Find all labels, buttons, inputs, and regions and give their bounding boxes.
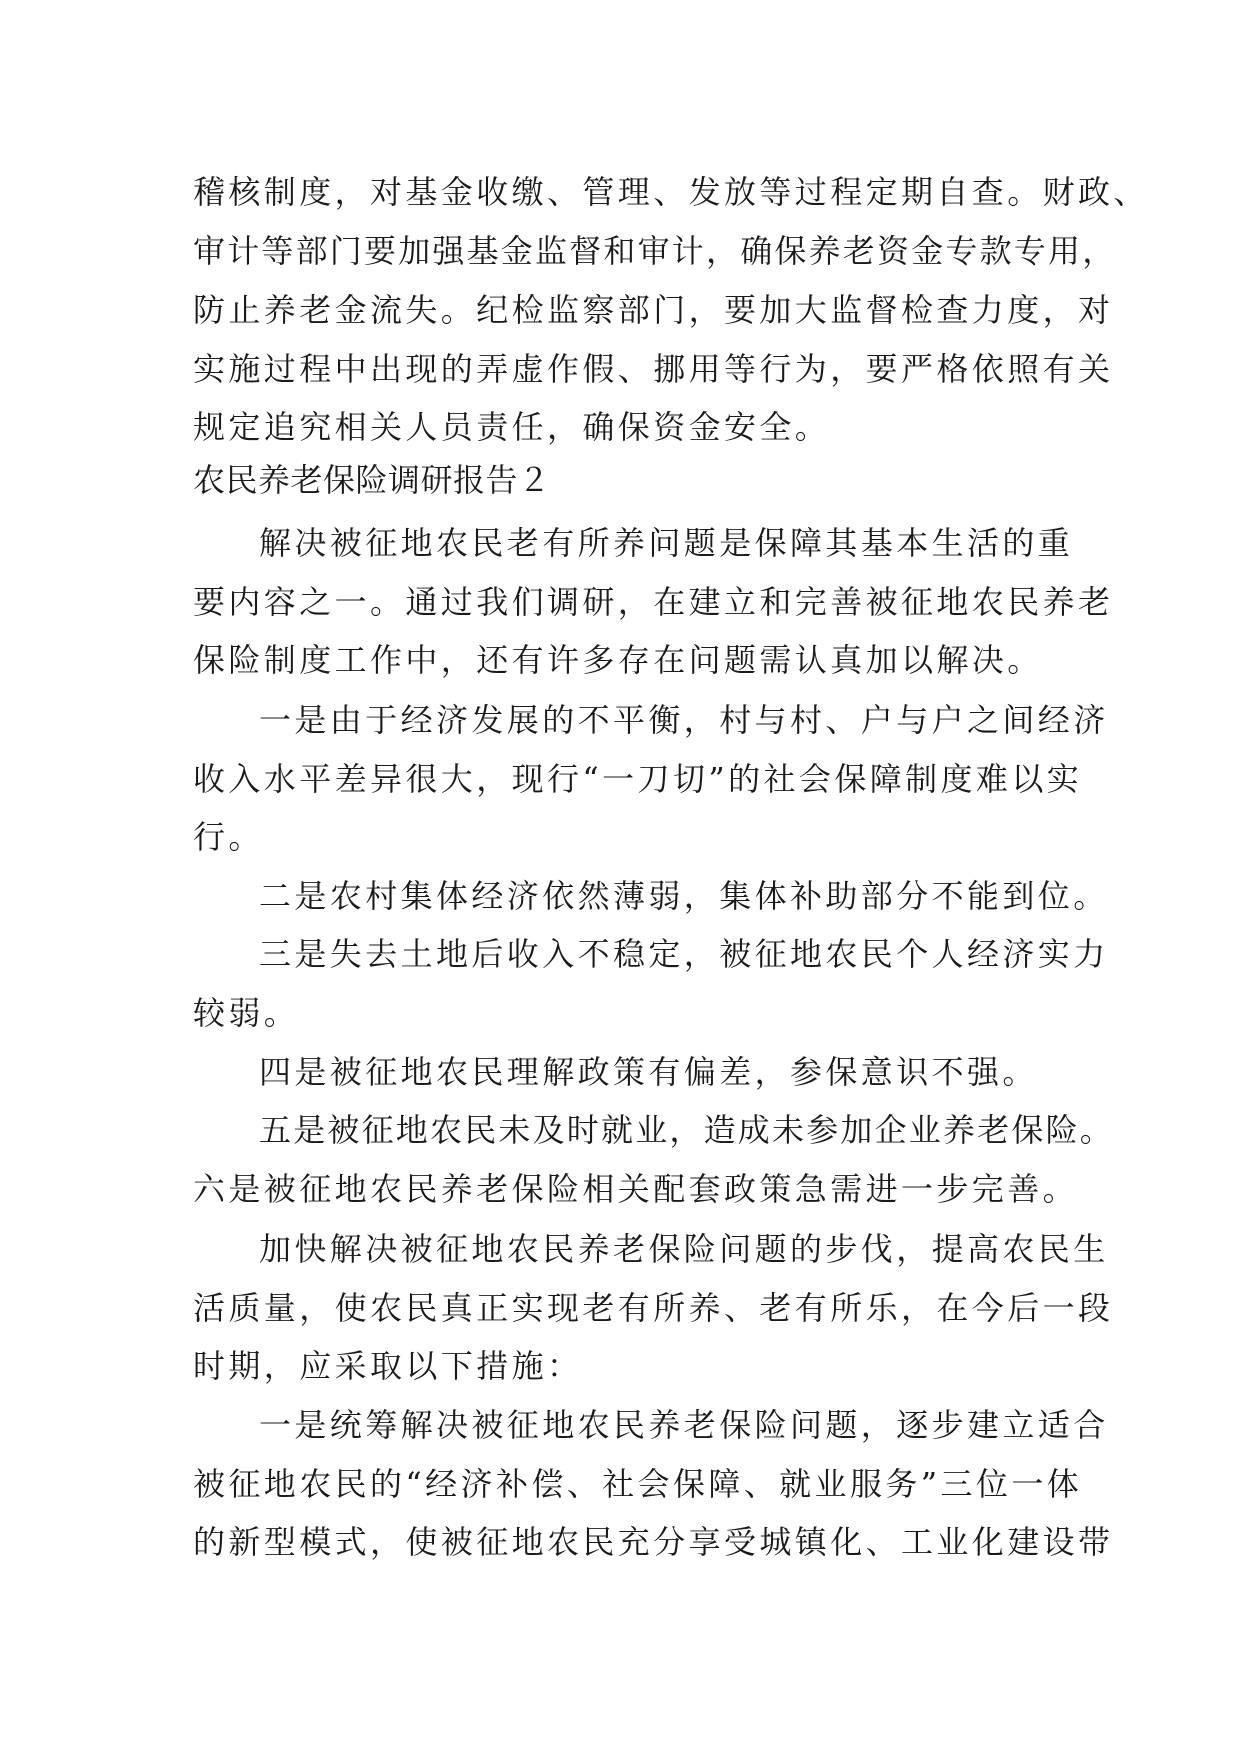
paragraph-8-line-3: 时期，应采取以下措施： bbox=[193, 1347, 583, 1385]
paragraph-1-line-3: 保险制度工作中，还有许多存在问题需认真加以解决。 bbox=[193, 641, 1043, 679]
paragraph-7-line-1: 六是被征地农民养老保险相关配套政策急需进一步完善。 bbox=[193, 1170, 1079, 1208]
text-line-5: 规定追究相关人员责任，确保资金安全。 bbox=[193, 408, 831, 446]
paragraph-1-line-2: 要内容之一。通过我们调研，在建立和完善被征地农民养老 bbox=[193, 583, 1114, 621]
paragraph-4-line-1: 三是失去土地后收入不稳定，被征地农民个人经济实力 bbox=[259, 935, 1109, 973]
text-line-1: 稽核制度，对基金收缴、管理、发放等过程定期自查。财政、 bbox=[193, 173, 1149, 211]
text-line-3: 防止养老金流失。纪检监察部门，要加大监督检查力度，对 bbox=[193, 291, 1114, 329]
paragraph-2-line-1: 一是由于经济发展的不平衡，村与村、户与户之间经济 bbox=[259, 701, 1109, 739]
paragraph-3-line-1: 二是农村集体经济依然薄弱，集体补助部分不能到位。 bbox=[259, 877, 1109, 915]
paragraph-5-line-1: 四是被征地农民理解政策有偏差，参保意识不强。 bbox=[259, 1053, 1038, 1091]
paragraph-9-line-2: 被征地农民的“经济补偿、社会保障、就业服务”三位一体 bbox=[193, 1465, 1083, 1503]
text-line-2: 审计等部门要加强基金监督和审计，确保养老资金专款专用， bbox=[193, 232, 1117, 270]
paragraph-2-line-3: 行。 bbox=[193, 818, 264, 856]
text-line-4: 实施过程中出现的弄虚作假、挪用等行为，要严格依照有关 bbox=[193, 350, 1114, 388]
paragraph-2-line-2: 收入水平差异很大，现行“一刀切”的社会保障制度难以实 bbox=[193, 760, 1083, 798]
paragraph-9-line-3: 的新型模式，使被征地农民充分享受城镇化、工业化建设带 bbox=[193, 1523, 1114, 1561]
paragraph-8-line-2: 活质量，使农民真正实现老有所养、老有所乐，在今后一段 bbox=[193, 1289, 1114, 1327]
paragraph-8-line-1: 加快解决被征地农民养老保险问题的步伐，提高农民生 bbox=[259, 1230, 1109, 1268]
paragraph-4-line-2: 较弱。 bbox=[193, 994, 300, 1032]
paragraph-6-line-1: 五是被征地农民未及时就业，造成未参加企业养老保险。 bbox=[259, 1111, 1115, 1149]
paragraph-9-line-1: 一是统筹解决被征地农民养老保险问题，逐步建立适合 bbox=[259, 1406, 1109, 1444]
section-heading: 农民养老保险调研报告２ bbox=[193, 461, 551, 499]
paragraph-1-line-1: 解决被征地农民老有所养问题是保障其基本生活的重 bbox=[259, 524, 1074, 562]
